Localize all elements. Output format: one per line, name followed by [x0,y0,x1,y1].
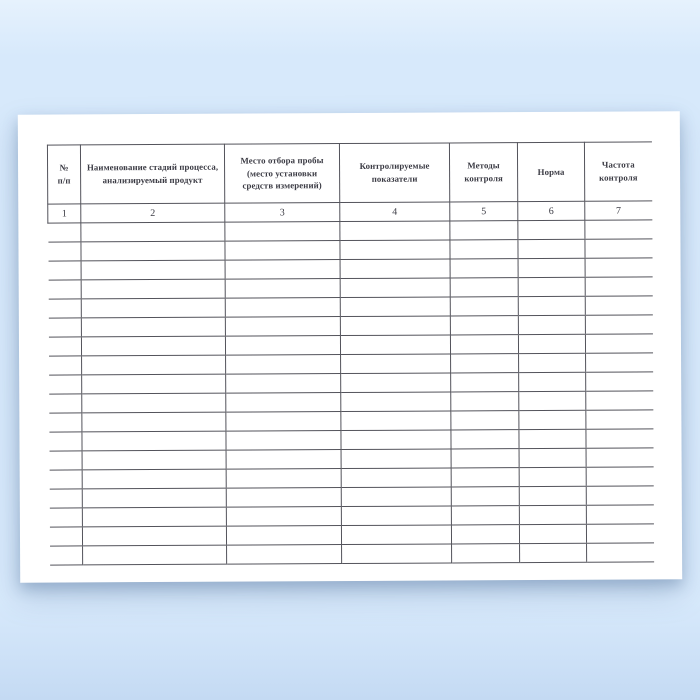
empty-cell [341,354,451,374]
empty-cell [82,355,226,375]
empty-cell [585,296,652,315]
empty-cell [340,278,450,298]
column-number: 5 [450,202,518,221]
empty-cell [340,240,450,260]
empty-cell [341,430,451,450]
empty-cell [340,259,450,279]
empty-cell [226,469,341,489]
empty-cell [585,277,652,296]
empty-cell [341,373,451,393]
col-header-sampling-place: Место отбора пробы (место установки средств измерений) [224,144,339,204]
empty-cell [81,222,225,242]
empty-cell [585,239,652,258]
empty-cell [519,372,586,391]
empty-cell [81,260,225,280]
empty-cell [451,430,519,449]
empty-cell [49,356,82,375]
empty-cell [49,470,82,489]
column-number: 2 [81,203,225,223]
empty-cell [519,524,586,543]
col-header-stage-name: Наименование стадий процесса, анализируемый продукт [80,144,224,204]
empty-cell [341,392,451,412]
empty-cell [81,279,225,299]
empty-cell [341,525,451,545]
empty-cell [451,392,519,411]
empty-cell [451,449,519,468]
empty-cell [49,489,82,508]
empty-cell [518,277,585,296]
empty-cell [586,391,653,410]
empty-cell [225,336,340,356]
empty-cell [585,315,652,334]
empty-cell [450,297,518,316]
empty-cell [340,335,450,355]
empty-cell [518,220,585,239]
empty-cell [341,449,451,469]
empty-cell [341,506,451,526]
empty-cell [48,223,81,242]
empty-cell [48,299,81,318]
empty-cell [450,335,518,354]
empty-cell [225,317,340,337]
empty-cell [226,526,341,546]
empty-cell [518,258,585,277]
empty-cell [82,507,226,527]
empty-cell [450,316,518,335]
empty-cell [519,429,586,448]
col-header-control-frequency: Частота контроля [584,142,651,201]
empty-cell [451,468,519,487]
table-body [48,220,654,565]
empty-cell [585,220,652,239]
empty-cell [49,375,82,394]
empty-cell [48,318,81,337]
empty-cell [586,448,653,467]
empty-cell [586,372,653,391]
empty-cell [451,411,519,430]
empty-cell [341,411,451,431]
empty-cell [226,450,341,470]
empty-cell [49,527,82,546]
empty-cell [586,429,653,448]
empty-cell [82,374,226,394]
empty-cell [49,394,82,413]
empty-cell [49,413,82,432]
empty-cell [82,450,226,470]
empty-cell [519,505,586,524]
empty-cell [50,546,83,565]
empty-cell [226,393,341,413]
empty-cell [452,544,520,563]
table-header [47,142,651,223]
empty-cell [82,431,226,451]
empty-cell [81,241,225,261]
empty-cell [225,241,340,261]
empty-cell [341,487,451,507]
col-header-norm: Норма [517,142,584,201]
empty-cell [520,543,587,562]
empty-cell [519,353,586,372]
empty-cell [340,221,450,241]
empty-cell [340,316,450,336]
empty-cell [519,486,586,505]
empty-cell [226,488,341,508]
empty-cell [586,486,653,505]
empty-cell [519,448,586,467]
empty-cell [226,507,341,527]
empty-cell [585,334,652,353]
empty-cell [83,545,227,565]
empty-cell [518,315,585,334]
empty-cell [586,505,653,524]
empty-cell [226,412,341,432]
empty-cell [450,278,518,297]
empty-cell [49,508,82,527]
empty-cell [81,336,225,356]
empty-cell [82,393,226,413]
empty-cell [225,279,340,299]
column-number: 6 [518,201,585,220]
empty-cell [82,526,226,546]
empty-table-row [50,543,654,565]
column-number: 1 [48,204,81,223]
empty-cell [342,544,452,564]
empty-cell [586,353,653,372]
table-header-row [47,142,651,204]
empty-cell [49,432,82,451]
empty-cell [49,451,82,470]
empty-cell [340,297,450,317]
empty-cell [82,412,226,432]
empty-cell [518,334,585,353]
empty-cell [585,258,652,277]
empty-cell [586,524,653,543]
empty-cell [451,525,519,544]
empty-cell [227,545,342,565]
empty-cell [225,222,340,242]
paper-sheet [18,111,682,582]
empty-cell [48,337,81,356]
empty-cell [586,410,653,429]
empty-cell [518,296,585,315]
empty-cell [451,373,519,392]
process-control-form-table [47,141,654,565]
empty-cell [451,506,519,525]
empty-cell [82,469,226,489]
empty-cell [587,543,654,562]
empty-cell [226,431,341,451]
column-number: 3 [225,203,340,223]
empty-cell [225,260,340,280]
col-header-number: № п/п [47,145,80,204]
empty-cell [450,221,518,240]
column-number: 7 [585,201,652,220]
empty-cell [451,354,519,373]
empty-cell [48,242,81,261]
empty-cell [226,374,341,394]
empty-cell [519,467,586,486]
column-number: 4 [340,202,450,222]
empty-cell [81,317,225,337]
empty-cell [519,410,586,429]
empty-cell [586,467,653,486]
empty-cell [450,240,518,259]
empty-cell [341,468,451,488]
empty-cell [519,391,586,410]
col-header-control-methods: Методы контроля [449,143,517,202]
empty-cell [518,239,585,258]
empty-cell [450,259,518,278]
empty-cell [451,487,519,506]
empty-cell [226,355,341,375]
empty-cell [81,298,225,318]
empty-cell [82,488,226,508]
col-header-controlled-indicators: Контролируемые показатели [339,143,449,203]
empty-cell [225,298,340,318]
empty-cell [48,280,81,299]
empty-cell [48,261,81,280]
